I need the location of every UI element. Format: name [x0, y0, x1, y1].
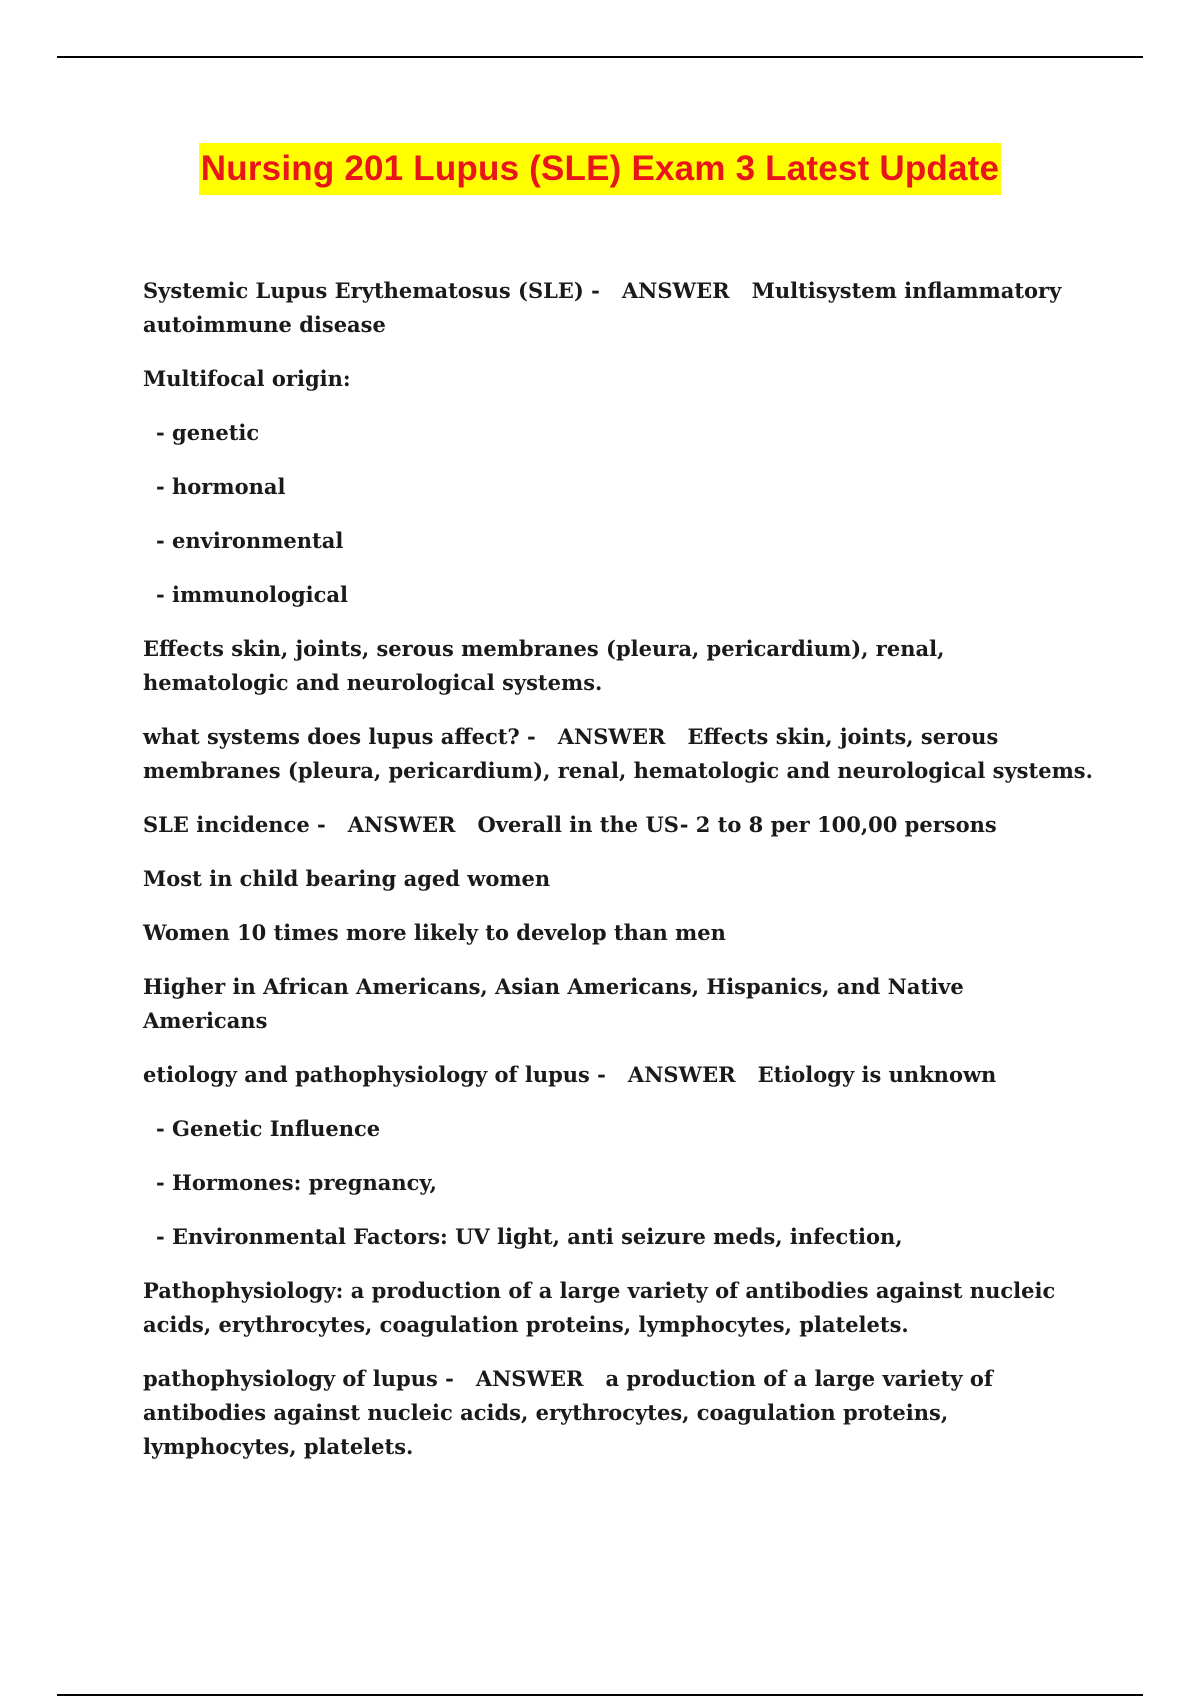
- list-item: - hormonal: [156, 474, 286, 499]
- paragraph: Higher in African Americans, Asian Americans, Hispanics, and Native Americans: [143, 974, 964, 1033]
- question-text: pathophysiology of lupus -: [143, 1366, 454, 1391]
- list-item: - genetic: [156, 420, 260, 445]
- paragraph: Most in child bearing aged women: [143, 866, 551, 891]
- list-item: - Genetic Influence: [156, 1116, 381, 1141]
- answer-label: ANSWER: [347, 812, 456, 837]
- question-text: what systems does lupus affect? -: [143, 724, 536, 749]
- answer-label: ANSWER: [557, 724, 666, 749]
- answer-label: ANSWER: [475, 1366, 584, 1391]
- paragraph: Multifocal origin:: [143, 366, 351, 391]
- qa-entry: [143, 1058, 1093, 1092]
- list-item: - Hormones: pregnancy,: [156, 1170, 437, 1195]
- qa-entry: [143, 274, 1093, 342]
- answer-text: Overall in the US- 2 to 8 per 100,00 persons: [477, 812, 997, 837]
- list-item: - Environmental Factors: UV light, anti seizure meds, infection,: [156, 1224, 903, 1249]
- qa-entry: [143, 808, 1093, 842]
- document-title: Nursing 201 Lupus (SLE) Exam 3 Latest Update: [199, 143, 1001, 195]
- footer-rule: [57, 1694, 1143, 1696]
- paragraph: Women 10 times more likely to develop than men: [143, 920, 726, 945]
- answer-text: a production of a large variety of antibodies against nucleic acids, erythrocytes, coagulation proteins, lymphocytes, platelets.: [143, 1366, 993, 1459]
- answer-text: Multisystem inflammatory autoimmune disease: [143, 278, 1062, 337]
- document-body: [143, 274, 1093, 1484]
- qa-entry: [143, 1362, 1093, 1464]
- question-text: SLE incidence -: [143, 812, 326, 837]
- answer-label: ANSWER: [627, 1062, 736, 1087]
- question-text: Systemic Lupus Erythematosus (SLE) -: [143, 278, 600, 303]
- header-rule: [57, 56, 1143, 58]
- paragraph: Effects skin, joints, serous membranes (pleura, pericardium), renal, hematologic and neurological systems.: [143, 636, 945, 695]
- answer-text: Etiology is unknown: [757, 1062, 997, 1087]
- qa-entry: [143, 720, 1093, 788]
- list-item: - environmental: [156, 528, 344, 553]
- answer-text: Effects skin, joints, serous membranes (pleura, pericardium), renal, hematologic and neurological systems.: [143, 724, 1093, 783]
- list-item: - immunological: [156, 582, 349, 607]
- title-container: [0, 143, 1200, 195]
- answer-label: ANSWER: [621, 278, 730, 303]
- question-text: etiology and pathophysiology of lupus -: [143, 1062, 606, 1087]
- paragraph: Pathophysiology: a production of a large variety of antibodies against nucleic acids, erythrocytes, coagulation proteins, lymphocytes, platelets.: [143, 1278, 1056, 1337]
